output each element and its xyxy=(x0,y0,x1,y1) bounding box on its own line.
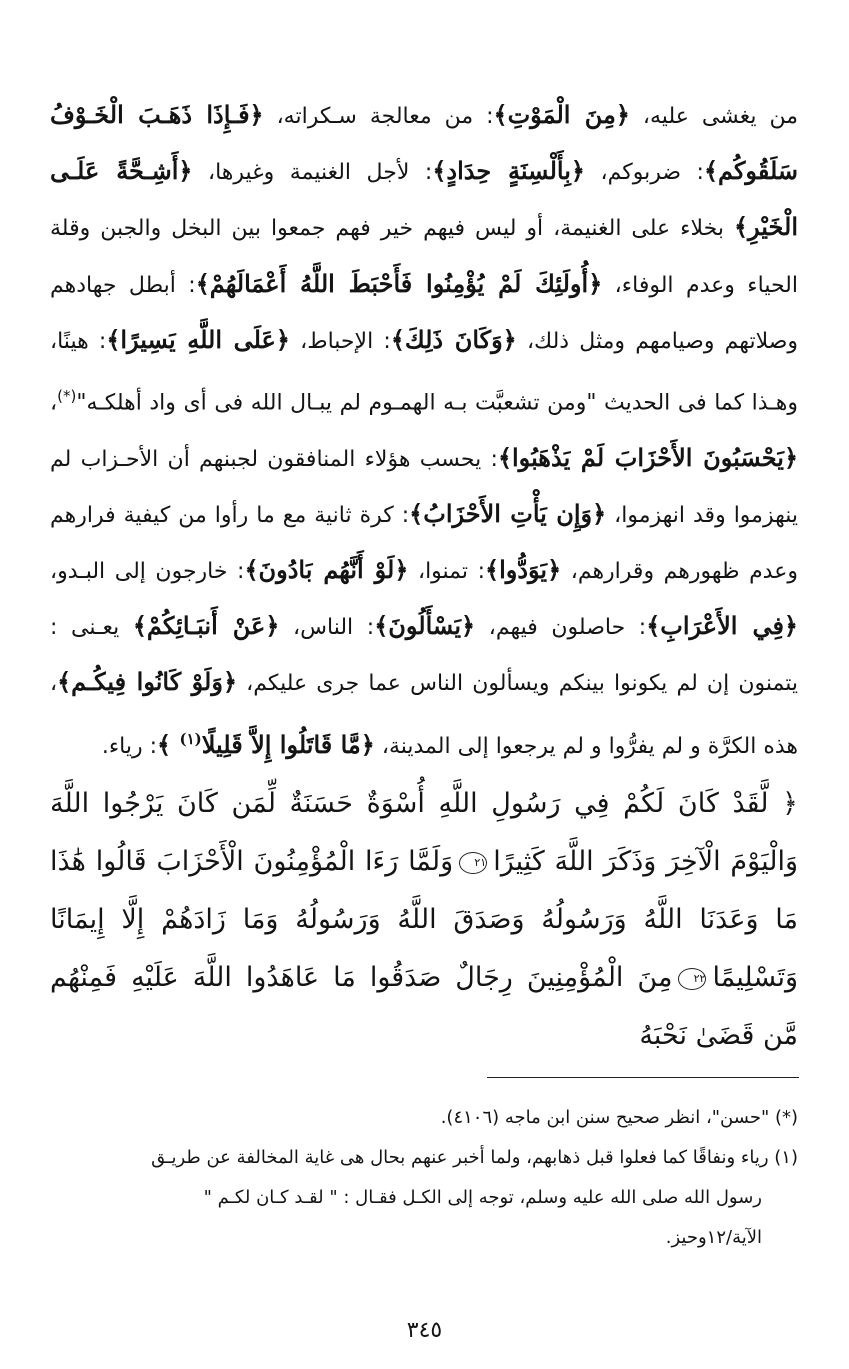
quran-quote xyxy=(157,730,375,759)
commentary-text: : الناس، xyxy=(279,615,375,641)
commentary-text: : ضربوكم، xyxy=(584,160,704,186)
quran-quote: ﴿أُولَئِكَ لَمْ يُؤْمِنُوا فَأَحْبَطَ اللَّهُ أَعْمَالَهُمْ﴾ xyxy=(195,268,603,298)
quran-quote: ﴿بِأَلْسِنَةٍ حِدَادٍ﴾ xyxy=(432,156,585,186)
commentary-text: ، هذه الكرَّة و لم يفرُّوا و لم يرجعوا إلى المدينة، xyxy=(50,671,798,759)
quran-quote-close: ﴾ xyxy=(157,729,180,759)
footnote-marker-star: (*) xyxy=(57,387,77,406)
commentary-text: : أبطل جهادهم وصلاتهم وصيامهم ومثل ذلك، xyxy=(50,272,798,354)
quran-quote: ﴿مِنَ الْمَوْتِ﴾ xyxy=(493,100,630,129)
commentary-text: : خارجون إلى البـدو، xyxy=(50,558,245,584)
quran-quote: ﴿وَكَانَ ذَلِكَ﴾ xyxy=(390,324,517,354)
footnote-marker-1: (١) xyxy=(179,729,202,748)
verse-text: وَلَمَّا رَءَا الْمُؤْمِنُونَ الْأَحْزَابَ قَالُوا هَٰذَا مَا وَعَدَنَا اللَّهُ وَرَسُولُهُ وَصَدَقَ اللَّهُ وَرَسُولُهُ وَمَا زَادَهُمْ إِلَّا إِيمَانًا وَتَسْلِيمًا xyxy=(50,846,798,993)
ayah-number-marker: ٢١ xyxy=(459,852,487,874)
quran-quote: ﴿يَسْأَلُونَ﴾ xyxy=(374,611,476,641)
commentary-paragraph xyxy=(50,88,798,774)
verse-text: مِنَ الْمُؤْمِنِينَ رِجَالٌ صَدَقُوا مَا عَاهَدُوا اللَّهَ عَلَيْهِ فَمِنْهُم مَّن قَضَىٰ نَحْبَهُ xyxy=(50,962,798,1051)
footnote-1-line: رسول الله صلى الله عليه وسلم، توجه إلى الكـل فقـال : " لقـد كـان لكـم " xyxy=(203,1187,762,1208)
commentary-text: : لأجل الغنيمة وغيرها، xyxy=(192,160,433,186)
quran-quote: ﴿فَـإِذَا ذَهَـبَ الْخَـوْفُ سَلَقُوكُم﴾ xyxy=(50,100,799,186)
commentary-block xyxy=(50,88,798,774)
quran-quote-text: ﴿مَّا قَاتَلُوا إِلاَّ قَلِيلًا xyxy=(201,729,375,759)
footnote-1-line: (١) رياء ونفاقًا كما فعلوا قبل ذهابهم، ولما أخبر عنهم بحال هى غاية المخالفة عن طريـق xyxy=(151,1147,798,1168)
quran-quote: ﴿عَلَى اللَّهِ يَسِيرًا﴾ xyxy=(106,324,290,354)
commentary-text: : رياء. xyxy=(101,733,158,759)
ayah-number-marker: ٢٢ xyxy=(678,968,706,990)
quran-quote: ﴿أَشِـحَّةً عَلَـى الْخَيْرِ﴾ xyxy=(50,156,798,242)
commentary-text: : حاصلون فيهم، xyxy=(475,615,647,641)
commentary-text: بخلاء على الغنيمة، أو ليس فيهم خير فهم جمعوا بين البخل والجبن وقلة الحياء وعدم الوفاء، xyxy=(50,216,798,298)
quran-quote: ﴿لَوْ أَنَّهُم بَادُونَ﴾ xyxy=(244,554,409,584)
verse-text: ﴿ لَّقَدْ كَانَ لَكُمْ فِي رَسُولِ اللَّهِ أُسْوَةٌ حَسَنَةٌ لِّمَن كَانَ يَرْجُوا اللَّهَ وَالْيَوْمَ الْآخِرَ وَذَكَرَ اللَّهَ كَثِيرًا xyxy=(50,788,798,877)
commentary-text: : هينًا، وهـذا كما فى الحديث "ومن تشعبَّت بـه الهمـوم لم يبـال الله فى أى واد أهلكـه" xyxy=(50,328,798,416)
quran-quote: ﴿يَوَدُّوا﴾ xyxy=(485,554,562,584)
commentary-text: يعـنى : يتمنون إن لم يكونوا بينكم ويسألون الناس عما جرى عليكم، xyxy=(50,615,798,697)
footnote-separator xyxy=(487,1077,799,1078)
quran-quote: ﴿وَإِن يَأْتِ الأَحْزَابُ﴾ xyxy=(409,498,607,528)
commentary-text: : من معالجة سـكراته، xyxy=(263,104,494,129)
commentary-text: : يحسب هؤلاء المنافقون لجبنهم أن الأحـزاب لم ينهزموا وقد انهزموا، xyxy=(50,446,798,528)
commentary-text: : كرة ثانية مع ما رأوا من كيفية فرارهم وعدم ظهورهم وقرارهم، xyxy=(50,502,798,584)
commentary-text: ، xyxy=(50,390,58,416)
quran-quote: ﴿عَنْ أَنبَـائِكُمْ﴾ xyxy=(132,611,280,641)
quran-verses-block xyxy=(50,775,798,1065)
footnote-1-line: الآية/١٢وحيز. xyxy=(665,1227,762,1248)
commentary-text: : الإحباط، xyxy=(289,328,391,354)
quran-quote: ﴿يَحْسَبُونَ الأَحْزَابَ لَمْ يَذْهَبُوا﴾ xyxy=(497,442,799,472)
commentary-text: من يغشى عليه، xyxy=(629,104,799,129)
footnote-star: (*) "حسن"، انظر صحيح سنن ابن ماجه (٤١٠٦). xyxy=(440,1107,798,1128)
quran-quote: ﴿وَلَوْ كَانُوا فِيكُـم﴾ xyxy=(57,667,238,697)
commentary-text: : تمنوا، xyxy=(408,558,485,584)
quran-quote: ﴿فِي الأَعْرَابِ﴾ xyxy=(646,611,798,641)
footnotes-block xyxy=(50,1098,798,1258)
page-number: ٣٤٥ xyxy=(406,1318,443,1343)
